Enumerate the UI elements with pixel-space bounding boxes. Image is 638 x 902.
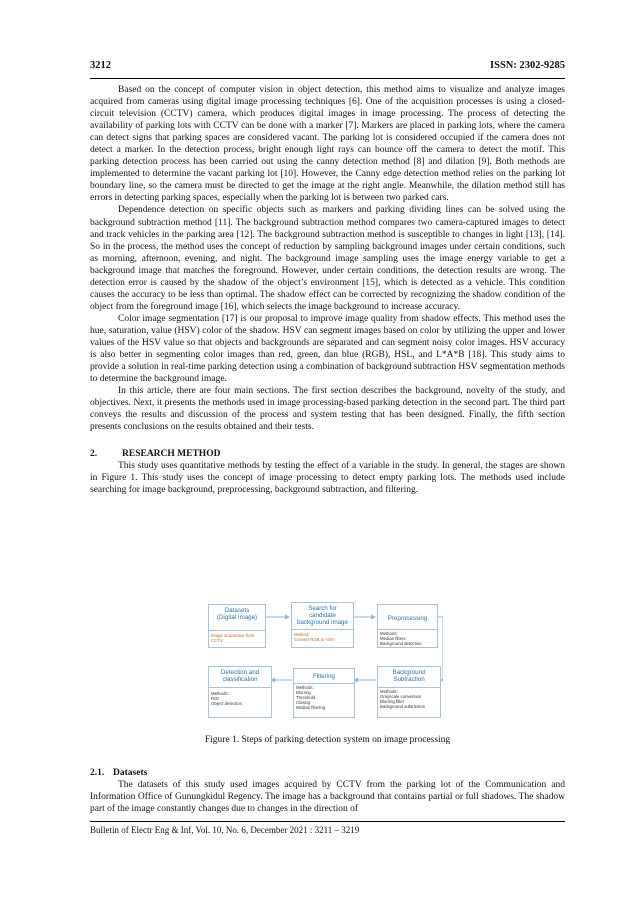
figure-caption: Figure 1. Steps of parking detection system on image processing	[204, 735, 451, 745]
subsection-heading	[90, 767, 565, 779]
journal-footer: Bulletin of Electr Eng & Inf, Vol. 10, No. 6, December 2021 : 3211 – 3219	[90, 825, 360, 835]
box-preprocessing-details: Methods: Median filters Background detection	[380, 631, 422, 646]
box-filtering-details: Methods: Blurring Threshold Closing Median filtering	[296, 685, 326, 710]
paragraph-1: Based on the concept of computer vision in object detection, this method aims to visualize and analyze images acquired from cameras using digital image processing techniques [6]. One of the acquisition processes is using a closed-circuit television (CCTV) camera, which produces digital images in image processing. The process of detecting the availability of parking lots with CCTV can be done with a marker [7]. Markers are placed in parking lots, where the camera can detect signs that parking spaces are considered vacant. The parking lot is considered occupied if the camera does not detect a marker. In the detection process, bright enough light rays can bounce off the camera to detect the motif. This parking detection process has been carried out using the canny detection method [8] and dilation [9]. Both methods are implemented to determine the vacant parking lot [10]. However, the Canny edge detection method relies on the parking lot boundary line, so the camera must be directed to get the image at the right angle. Meanwhile, the dilation method still has errors in detecting parking spaces, especially when the parking lot is between two parked cars.	[90, 85, 565, 204]
box-detection	[208, 666, 272, 718]
box-filtering	[293, 668, 355, 718]
box-search-details: Method: Convert RGB to HSV	[294, 632, 335, 642]
paragraph-2: Dependence detection on specific objects such as markers and parking dividing lines can be solved using the background subtraction method [11]. The background subtraction method compares two camera-captured images to detect and track vehicles in the parking area [12]. The background subtraction method is susceptible to changes in light [13], [14]. So in the process, the method uses the concept of reduction by sampling background images under certain conditions, such as morning, afternoon, evening, and night. The background image sampling uses the image energy variable to get a background image that matches the foreground. However, under certain conditions, the detection results are wrong. The detection error is caused by the shadow of the object’s environment [15], which is detected as a vehicle. This condition causes the accuracy to be less than optimal. The shadow effect can be corrected by recognizing the shadow condition of the object from the foreground image [16], which selects the image background to increase accuracy.	[90, 205, 565, 312]
box-bgsub-details: Methods: Grayscale conversion Blurring filter Background subtraction	[380, 689, 426, 709]
box-datasets-details: Image acquisition from CCTV	[211, 633, 255, 643]
box-preprocessing	[377, 604, 438, 648]
box-filtering-title: Filtering	[312, 673, 335, 680]
section-paragraph: This study uses quantitative methods by testing the effect of a variable in the study. In general, the stages are shown in Figure 1. This study uses the concept of image processing to detect empty parking lots. The methods used include searching for image background, preprocessing, background subtraction, and filtering.	[90, 461, 565, 496]
box-search-title: Search for candidate background image	[297, 605, 348, 627]
section-title: RESEARCH METHOD	[122, 449, 221, 460]
footer-rule	[90, 821, 565, 822]
subsection-number: 2.1.	[90, 768, 105, 778]
box-datasets	[208, 604, 266, 648]
box-detection-details: Methods: ROI Object detection	[211, 691, 243, 706]
subsection-title: Datasets	[113, 768, 148, 778]
box-preprocessing-title: Preprocessing	[387, 615, 428, 622]
article-body	[90, 84, 565, 497]
paragraph-4: In this article, there are four main sections. The first section describes the background, novelty of the study, and objectives. Next, it presents the methods used in image processing-based parking detection in the second part. The third part conveys the results and discussion of the process and system testing that has been designed. Finally, the fifth section presents conclusions on the results obtained and their tests.	[90, 386, 565, 433]
issn-label: ISSN: 2302-9285	[490, 60, 565, 71]
box-detection-title: Detection and classification	[220, 669, 260, 684]
section-heading	[90, 448, 565, 460]
box-background-subtraction	[377, 666, 441, 718]
figure-flowchart	[205, 602, 443, 718]
subsection-datasets	[90, 767, 565, 815]
page-number: 3212	[90, 60, 111, 71]
box-bgsub-title: Background Subtraction	[392, 669, 426, 684]
header-rule	[90, 78, 565, 79]
box-datasets-title: Datasets (Digital Image)	[216, 607, 258, 622]
section-number: 2.	[90, 449, 98, 460]
subsection-paragraph: The datasets of this study used images acquired by CCTV from the parking lot of the Communication and Information Office of Gunungkidul Regency. The image has a background that contains partial or full shadows. The shadow part of the image constantly changes due to changes in the direction of	[90, 780, 565, 815]
paragraph-3: Color image segmentation [17] is our proposal to improve image quality from shadow effects. This method uses the hue, saturation, value (HSV) color of the shadow. HSV can segment images based on color by utilizing the upper and lower values of the HSV value so that objects and backgrounds are separated and can segment noisy color images. HSV accuracy is also better in segmenting color images than red, green, dan blue (RGB), HSL, and L*A*B [18]. This study aims to provide a solution in real-time parking detection using a combination of background subtraction HSV segmentation methods to determine the background image.	[90, 313, 565, 385]
box-search-background	[291, 602, 354, 648]
